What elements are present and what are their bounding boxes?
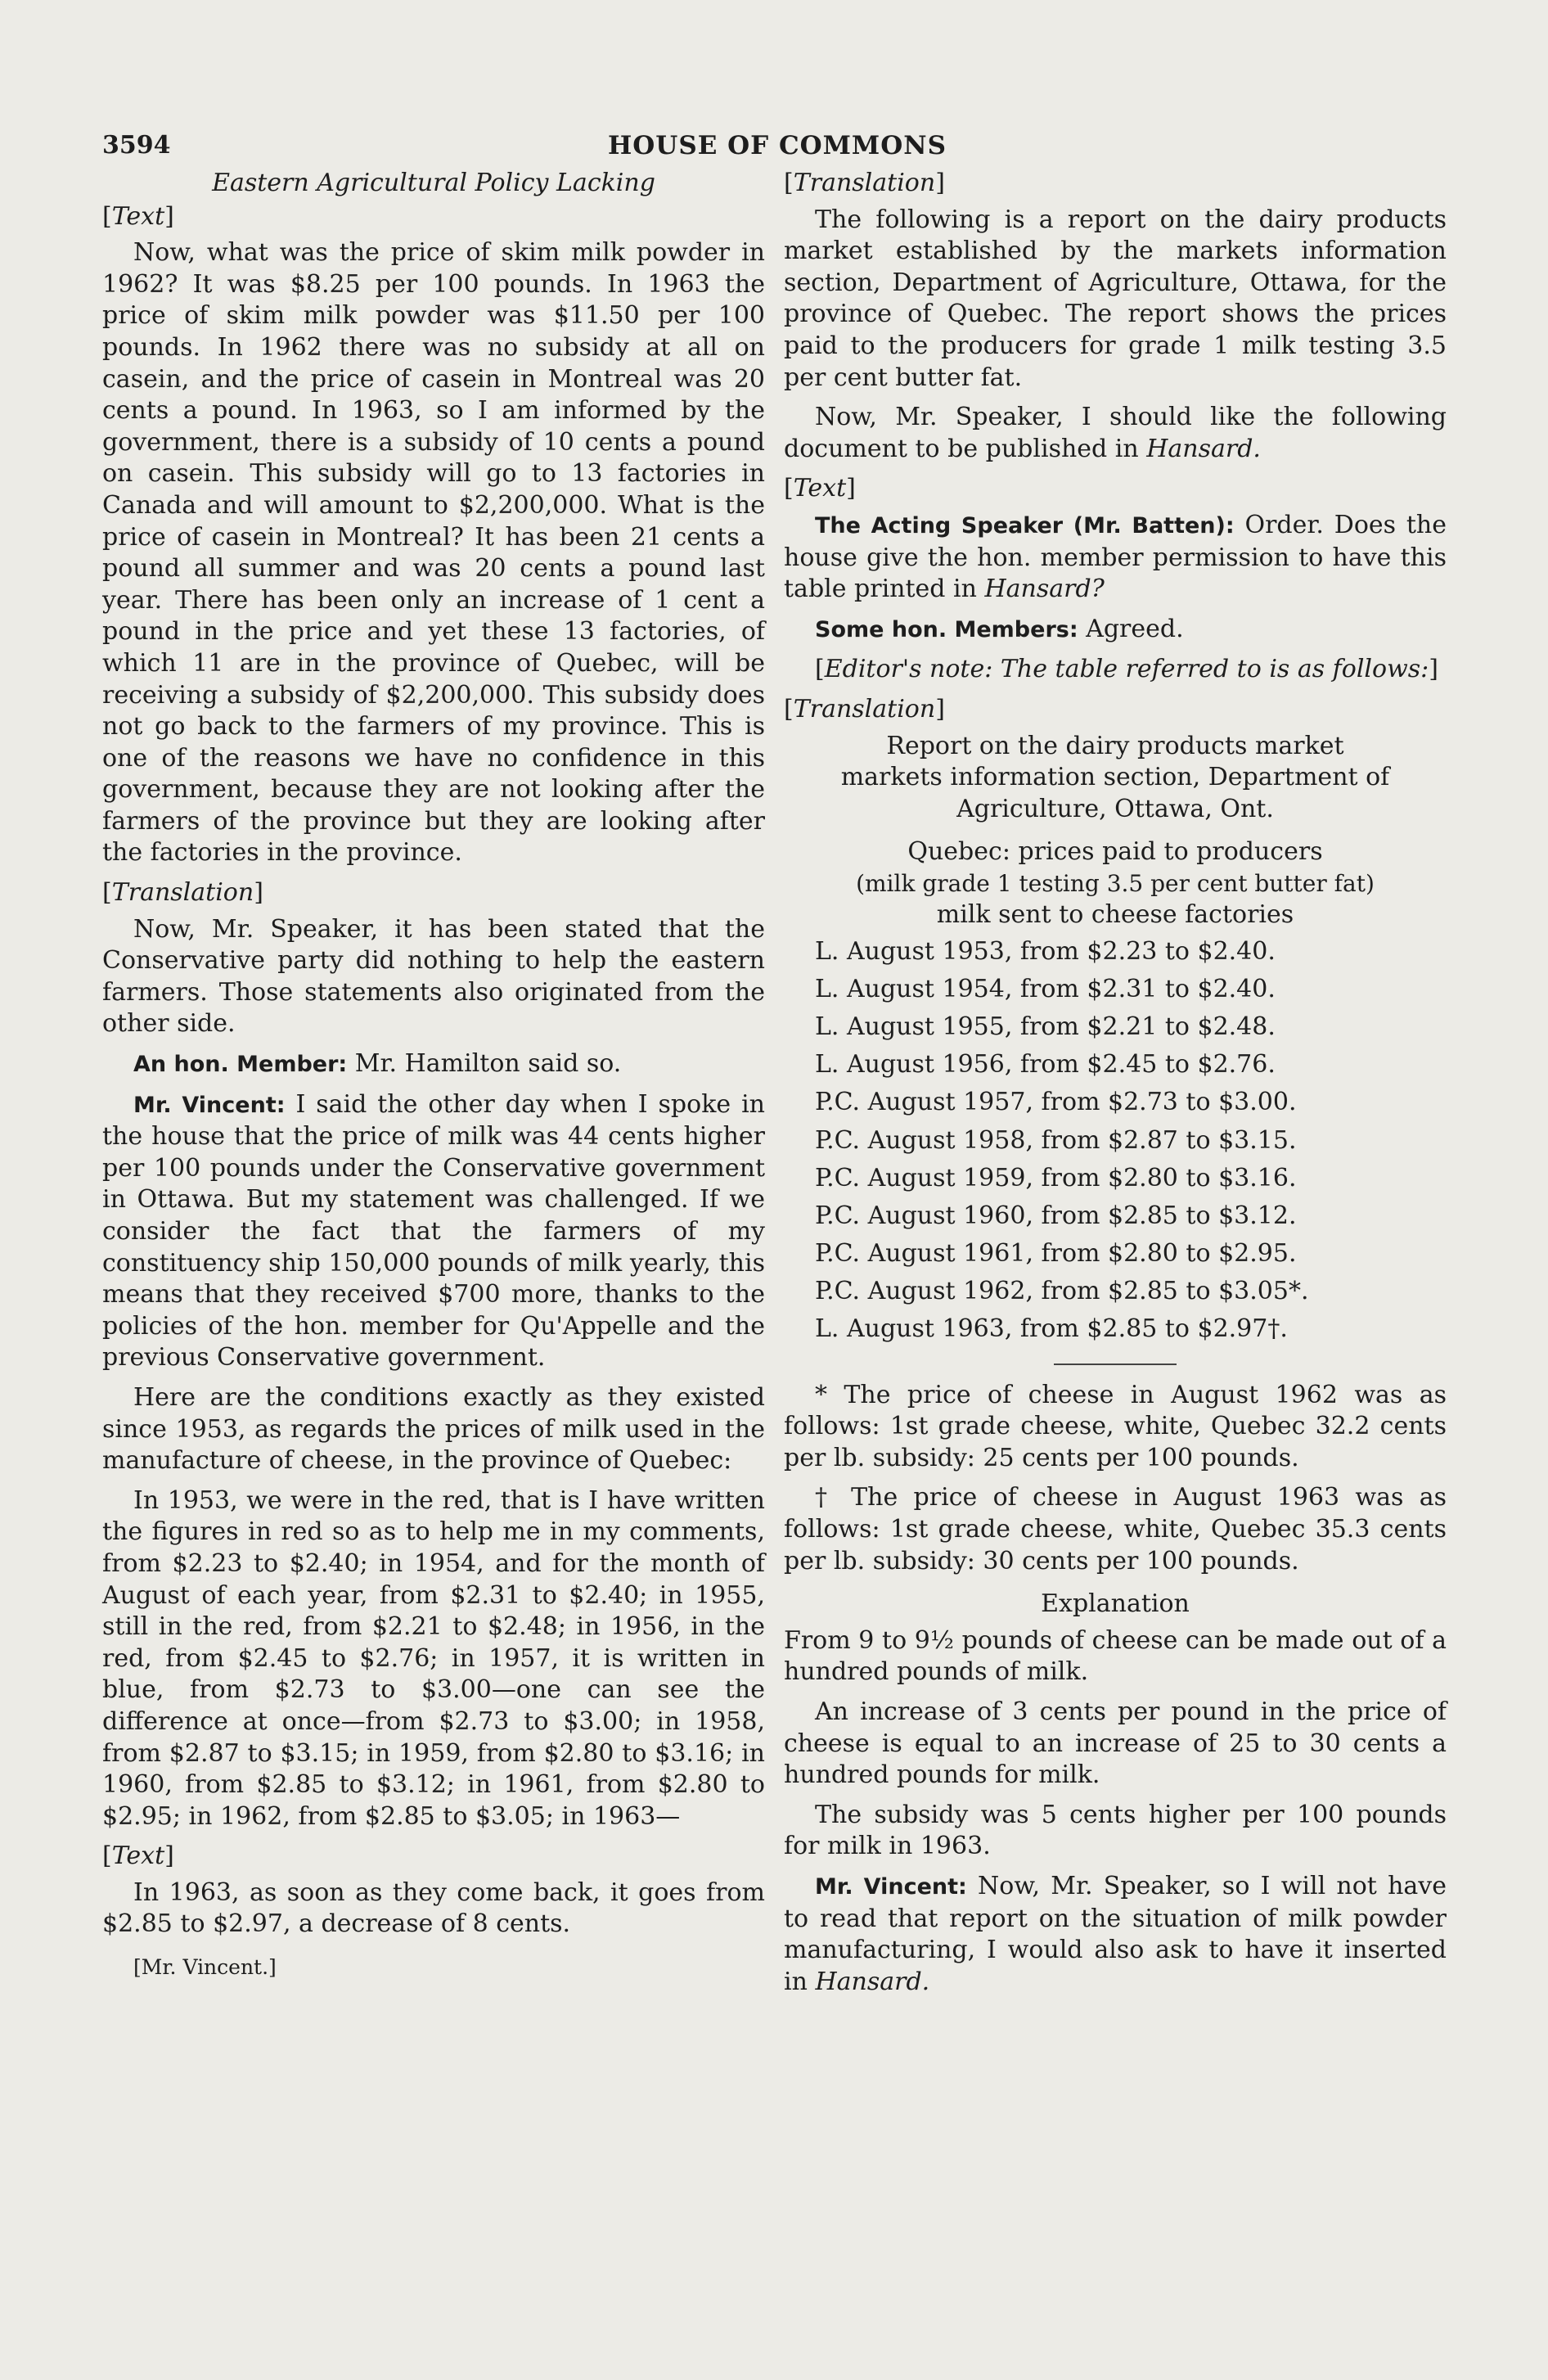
paragraph: Now, what was the price of skim milk powder in 1962? It was $8.25 per 100 pounds. In 1963 the price of skim milk powder was $11.50 per 100 pounds. In 1962 there was no subsidy at all on casein, and the price of casein in Montreal was 20 cents a pound. In 1963, so I am informed by the government, there is a subsidy of 10 cents a pound on casein. This subsidy will go to 13 factories in Canada and will amount to $2,200,000. What is the price of casein in Montreal? It has been 21 cents a pound all summer and was 20 cents a pound last year. There has been only an increase of 1 cent a pound in the price and yet these 13 factories, of which 11 are in the province of Quebec, will be receiving a subsidy of $2,200,000. This subsidy does not go back to the farmers of my province. This is one of the reasons we have no confidence in this government, because they are not looking after the farmers of the province but they are looking after the factories in the province. [102,238,765,868]
page-number: 3594 [102,131,171,160]
paragraph: The following is a report on the dairy products market established by the markets information section, Department of Agriculture, Ottawa, for the province of Quebec. The report shows the prices paid to the producers for grade 1 milk testing 3.5 per cent butter fat. [784,205,1447,392]
paragraph: From 9 to 9½ pounds of cheese can be made out of a hundred pounds of milk. [784,1625,1447,1687]
speech: The Acting Speaker (Mr. Batten): Order. Does the house give the hon. member permission to have this table printed in Hansard? [784,510,1447,604]
section-tag-text: [Text] [102,1841,174,1871]
speaker-name: Some hon. Members: [815,616,1078,642]
report-title: Report on the dairy products market markets information section, Department of Agriculture, Ottawa, Ont. [840,731,1390,823]
paragraph: Here are the conditions exactly as they existed since 1953, as regards the prices of milk used in the manufacture of cheese, in the province of Quebec: [102,1382,765,1476]
paragraph: Now, Mr. Speaker, I should like the following document to be published in Hansard. [784,403,1447,463]
speaker-name: The Acting Speaker (Mr. Batten): [815,512,1235,539]
left-column [102,168,765,1984]
list-item: L. August 1953, from $2.23 to $2.40. [815,937,1276,967]
section-tag-translation: [Translation] [102,878,263,908]
list-item: P.C. August 1960, from $2.85 to $3.12. [815,1201,1297,1230]
list-item: P.C. August 1962, from $2.85 to $3.05*. [815,1276,1309,1305]
editor-note: [Editor's note: The table referred to is as follows:] [815,655,1438,684]
speech-text: Mr. Hamilton said so. [347,1049,622,1079]
paragraph: The subsidy was 5 cents higher per 100 pounds for milk in 1963. [784,1800,1447,1861]
price-list [815,936,1447,1346]
list-item: L. August 1956, from $2.45 to $2.76. [815,1050,1276,1080]
speaker-name: Mr. Vincent: [815,1873,967,1900]
speech [102,1048,765,1081]
list-item: P.C. August 1961, from $2.80 to $2.95. [815,1238,1297,1268]
speaker-name: Mr. Vincent: [133,1092,286,1118]
page-footer: [Mr. Vincent.] [133,1955,277,1980]
speaker-name: An hon. Member: [133,1052,348,1078]
right-column [784,168,1447,2006]
paragraph: An increase of 3 cents per pound in the price of cheese is equal to an increase of 25 to 30 cents a hundred pounds for milk. [784,1697,1447,1790]
section-subtitle: Eastern Agricultural Policy Lacking [212,169,655,197]
explanation-heading: Explanation [1041,1589,1190,1619]
speech: Some hon. Members: Agreed. [815,614,1184,643]
paragraph: In 1963, as soon as they come back, it goes from $2.85 to $2.97, a decrease of 8 cents. [102,1877,765,1939]
list-item: P.C. August 1958, from $2.87 to $3.15. [815,1125,1297,1155]
list-item: P.C. August 1959, from $2.80 to $3.16. [815,1163,1297,1192]
list-item: L. August 1963, from $2.85 to $2.97†. [815,1314,1288,1343]
section-tag-text: [Text] [102,201,174,231]
table-heading: Quebec: prices paid to producers (milk grade 1 testing 3.5 per cent butter fat) milk sent to cheese factories [856,837,1375,930]
page-title: HOUSE OF COMMONS [608,131,947,160]
paragraph: In 1953, we were in the red, that is I have written the figures in red so as to help me in my comments, from $2.23 to $2.40; in 1954, and for the month of August of each year, from $2.31 to $2.40; in 1955, still in the red, from $2.21 to $2.48; in 1956, in the red, from $2.45 to $2.76; in 1957, it is written in blue, from $2.73 to $3.00—one can see the difference at once—from $2.73 to $3.00; in 1958, from $2.87 to $3.15; in 1959, from $2.80 to $3.16; in 1960, from $2.85 to $3.12; in 1961, from $2.80 to $2.95; in 1962, from $2.85 to $3.05; in 1963— [102,1485,765,1831]
list-item: L. August 1955, from $2.21 to $2.48. [815,1012,1276,1042]
section-tag-translation: [Translation] [784,169,945,197]
footnote: † The price of cheese in August 1963 was as follows: 1st grade cheese, white, Quebec 35.3 cents per lb. subsidy: 30 cents per 100 pounds. [784,1483,1447,1575]
divider [1054,1364,1177,1365]
list-item: P.C. August 1957, from $2.73 to $3.00. [815,1088,1297,1117]
page-header [102,131,1452,169]
list-item: L. August 1954, from $2.31 to $2.40. [815,975,1276,1004]
footnote: * The price of cheese in August 1962 was as follows: 1st grade cheese, white, Quebec 32.2 cents per lb. subsidy: 25 cents per 100 pounds. [784,1380,1447,1472]
speech-text: I said the other day when I spoke in the house that the price of milk was 44 cents higher per 100 pounds under the Conservative government in Ottawa. But my statement was challenged. If we consider the fact that the farmers of my constituency ship 150,000 pounds of milk yearly, this means that they received $700 more, thanks to the policies of the hon. member for Qu'Appelle and the previous Conservative government. [102,1089,765,1373]
section-tag-translation: [Translation] [784,694,945,723]
paragraph: Now, Mr. Speaker, it has been stated that the Conservative party did nothing to help the eastern farmers. Those statements also originated from the other side. [102,914,765,1039]
section-tag-text: [Text] [784,474,856,503]
speech: Mr. Vincent: Now, Mr. Speaker, so I will not have to read that report on the situation of milk powder manufacturing, I would also ask to have it inserted in Hansard. [784,1871,1447,1996]
speech [102,1089,765,1374]
